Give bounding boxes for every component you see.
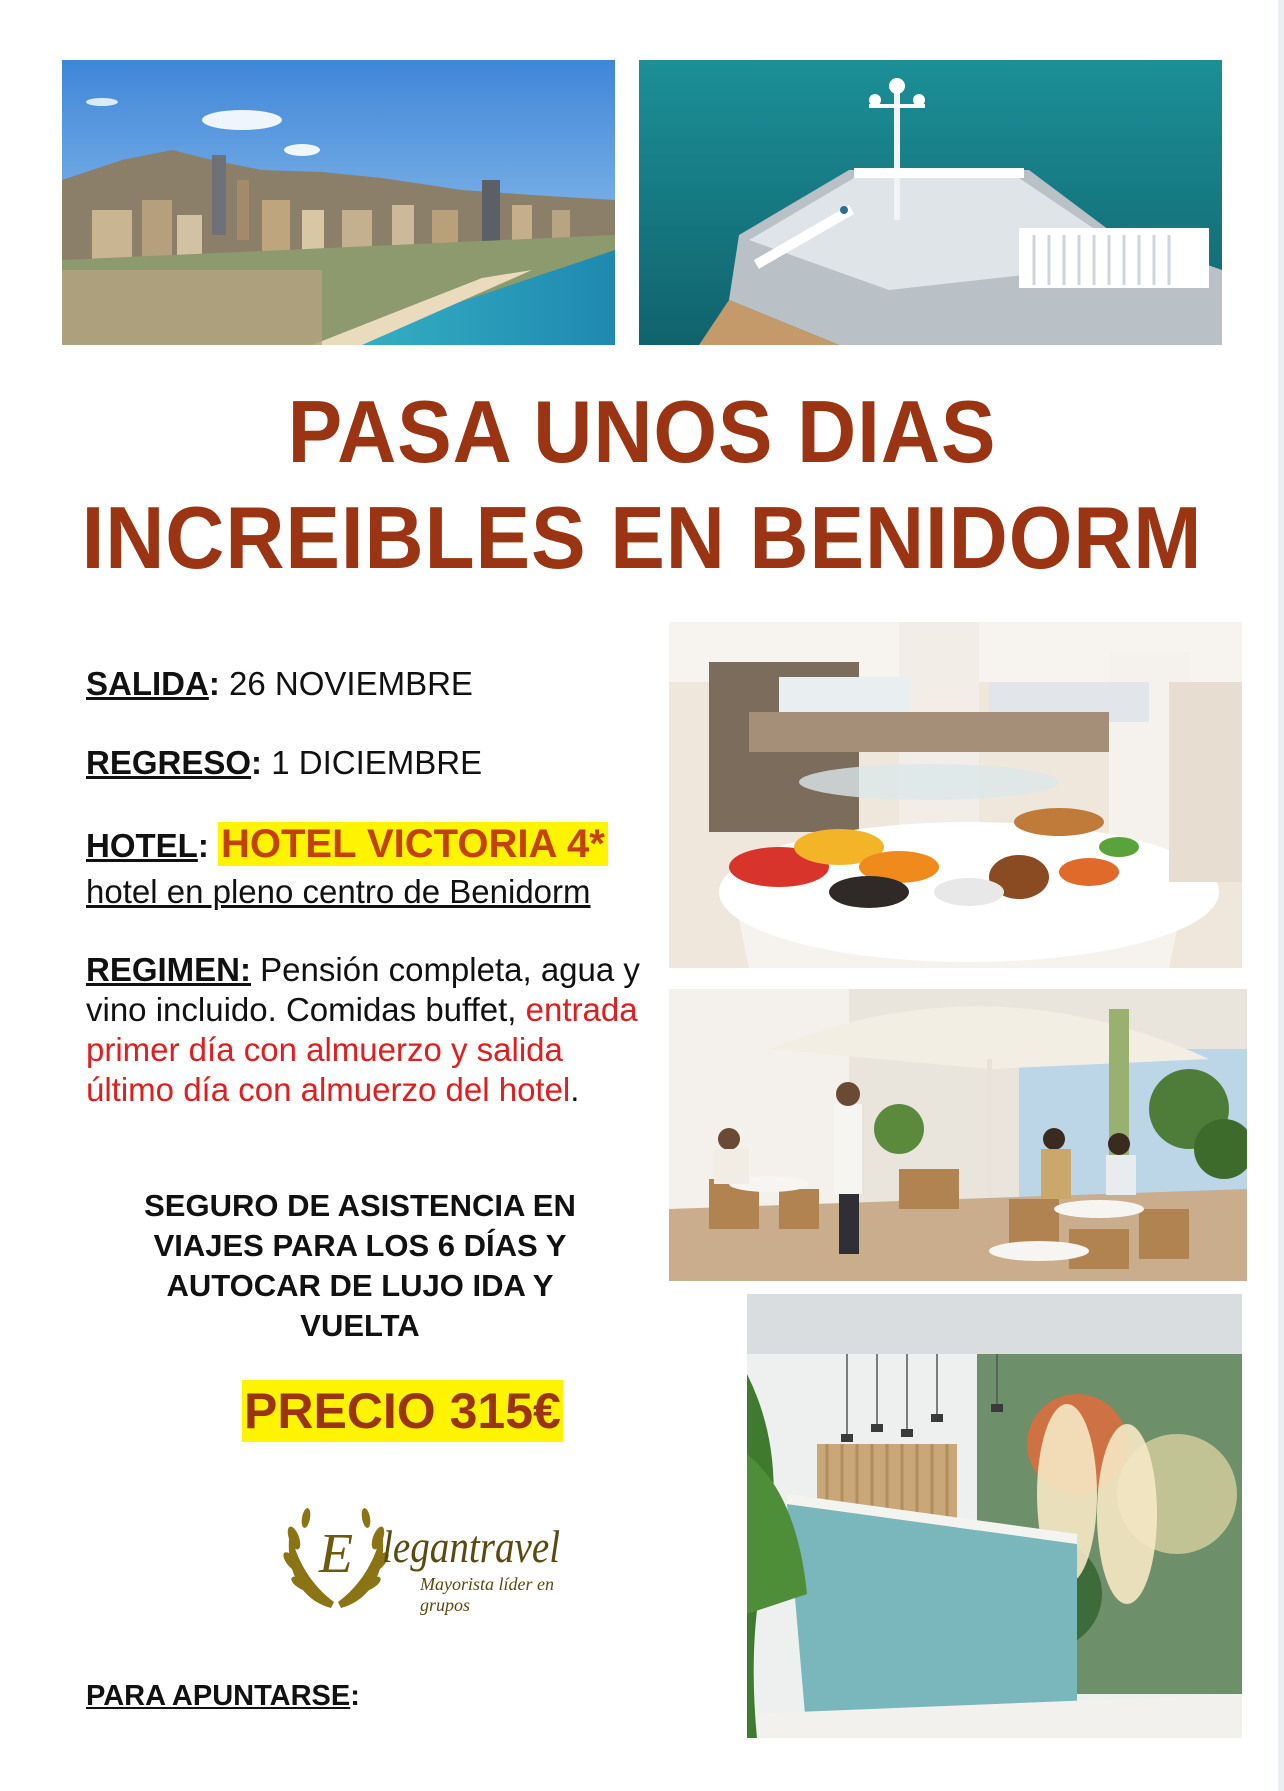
laurel-wreath-icon — [276, 1490, 396, 1620]
logo-tagline: Mayorista líder en grupos — [420, 1574, 554, 1615]
seguro-line-1: SEGURO DE ASISTENCIA EN — [144, 1188, 576, 1223]
regreso-value: 1 DICIEMBRE — [271, 744, 483, 781]
hotel-row: HOTEL: HOTEL VICTORIA 4* — [86, 824, 646, 866]
hotel-terrace-photo — [669, 989, 1247, 1281]
regreso-row: REGRESO: 1 DICIEMBRE — [86, 744, 483, 781]
price-badge: PRECIO 315€ — [242, 1380, 563, 1442]
logo-initial: E — [318, 1523, 354, 1585]
hotel-label: HOTEL — [86, 827, 198, 864]
regimen-text: Pensión completa, agua y vino incluido. Comidas buffet, — [86, 951, 640, 1028]
headline-line-1: PASA UNOS DIAS — [287, 382, 997, 481]
seguro-line-2: VIAJES PARA LOS 6 DÍAS Y — [153, 1228, 567, 1263]
regimen-end: . — [570, 1071, 580, 1108]
regimen-meal-note: entrada primer día con almuerzo y salida último día con almuerzo del hotel — [86, 991, 638, 1108]
seguro-line-4: VUELTA — [300, 1308, 420, 1343]
hotel-desc-text: hotel en pleno centro de Benidorm — [86, 873, 591, 910]
seguro-line-3: AUTOCAR DE LUJO IDA Y — [166, 1268, 554, 1303]
hotel-bar-photo — [747, 1294, 1242, 1738]
salida-value: 26 NOVIEMBRE — [229, 665, 473, 702]
elegantravel-logo — [276, 1490, 561, 1620]
hotel-description — [86, 872, 646, 912]
regimen-label: REGIMEN: — [86, 951, 251, 988]
hotel-name: HOTEL VICTORIA 4* — [218, 822, 608, 866]
regimen-block — [86, 950, 656, 1110]
headline-line-2: INCREIBLES EN BENIDORM — [81, 488, 1203, 587]
page-edge — [1278, 0, 1284, 1791]
logo-wordmark: legantravel — [382, 1521, 561, 1572]
salida-label: SALIDA — [86, 665, 209, 702]
benidorm-skyline-photo — [62, 60, 615, 345]
regreso-label: REGRESO — [86, 744, 252, 781]
signup-label: PARA APUNTARSE: — [86, 1680, 360, 1712]
salida-row: SALIDA: 26 NOVIEMBRE — [86, 665, 473, 702]
hotel-buffet-photo — [669, 622, 1242, 968]
balcon-mediterraneo-photo — [639, 60, 1222, 345]
signup-label-text: PARA APUNTARSE — [86, 1680, 351, 1712]
